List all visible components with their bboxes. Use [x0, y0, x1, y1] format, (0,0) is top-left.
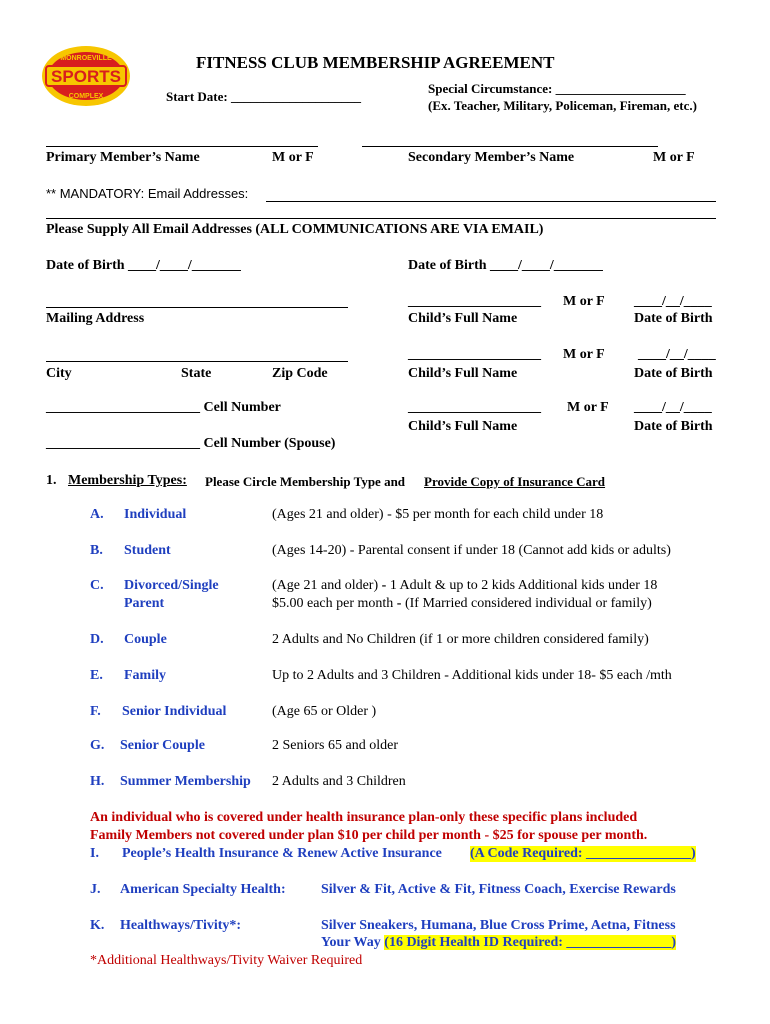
logo-main-text: SPORTS	[51, 67, 121, 86]
primary-gender-label: M or F	[272, 150, 314, 165]
child-3-name-field[interactable]: ___________________	[408, 400, 541, 415]
secondary-gender-label: M or F	[653, 150, 695, 165]
option-letter: I.	[90, 846, 99, 861]
type-description: (Ages 14-20) - Parental consent if under 18 (Cannot add kids or adults)	[272, 543, 671, 558]
mailing-address-label: Mailing Address	[46, 311, 145, 326]
child-1-dob-label: Date of Birth	[634, 311, 713, 326]
type-name-line2[interactable]: Parent	[124, 596, 165, 611]
zip-label: Zip Code	[272, 366, 328, 381]
email-line-2[interactable]	[46, 218, 716, 219]
type-name[interactable]: Senior Individual	[122, 704, 227, 719]
type-name[interactable]: Senior Couple	[120, 738, 205, 753]
state-label: State	[181, 366, 212, 381]
type-description: 2 Adults and No Children (if 1 or more children considered family)	[272, 632, 649, 647]
type-description: (Age 65 or Older )	[272, 704, 377, 719]
insurance-note-1: An individual who is covered under health insurance plan-only these specific plans included	[90, 810, 638, 825]
secondary-name-line[interactable]	[362, 146, 658, 147]
type-letter: F.	[90, 704, 101, 719]
city-label: City	[46, 366, 72, 381]
membership-instruction-insurance: Provide Copy of Insurance Card	[424, 474, 606, 489]
secondary-dob-field[interactable]: Date of Birth ____/____/_______	[408, 258, 603, 273]
type-letter: C.	[90, 578, 104, 593]
mailing-address-line[interactable]	[46, 307, 348, 308]
insurance-note-2: Family Members not covered under plan $10 per child per month - $25 for spouse per month.	[90, 828, 648, 843]
type-letter: E.	[90, 668, 103, 683]
option-name[interactable]: People’s Health Insurance & Renew Active Insurance	[122, 846, 442, 861]
a-code-field[interactable]: (A Code Required: _______________)	[470, 846, 696, 861]
special-circumstance-example: (Ex. Teacher, Military, Policeman, Fireman, etc.)	[428, 98, 697, 113]
child-2-dob-field[interactable]: ____/__/____	[638, 347, 716, 362]
logo-bottom-text: COMPLEX	[68, 93, 104, 100]
primary-name-label: Primary Member’s Name	[46, 150, 200, 165]
child-3-dob-field[interactable]: ____/__/____	[634, 400, 712, 415]
option-plans: Silver Sneakers, Humana, Blue Cross Prime, Aetna, Fitness	[321, 918, 676, 933]
type-letter: B.	[90, 543, 103, 558]
type-description: (Ages 21 and older) - $5 per month for each child under 18	[272, 507, 604, 522]
email-supply-note: Please Supply All Email Addresses (ALL COMMUNICATIONS ARE VIA EMAIL)	[46, 222, 544, 237]
child-3-gender[interactable]: M or F	[567, 400, 609, 415]
city-state-zip-line[interactable]	[46, 361, 348, 362]
child-2-name-field[interactable]: ___________________	[408, 347, 541, 362]
child-3-name-label: Child’s Full Name	[408, 419, 518, 434]
waiver-note: *Additional Healthways/Tivity Waiver Required	[90, 953, 363, 968]
email-mandatory-label: ** MANDATORY: Email Addresses:	[46, 186, 249, 201]
email-line-1[interactable]	[266, 201, 716, 202]
membership-types-heading: Membership Types:	[68, 473, 187, 488]
option-name[interactable]: Healthways/Tivity*:	[120, 918, 242, 933]
type-name[interactable]: Student	[124, 543, 171, 558]
primary-name-line[interactable]	[46, 146, 318, 147]
sports-complex-logo	[40, 44, 132, 108]
membership-section-number: 1.	[46, 473, 57, 488]
start-date-field[interactable]: Start Date: ____________________	[166, 89, 361, 104]
option-plans-line2: Your Way (16 Digit Health ID Required: _______________)	[321, 935, 677, 950]
type-description: Up to 2 Adults and 3 Children - Additional kids under 18- $5 each /mth	[272, 668, 672, 683]
child-2-gender[interactable]: M or F	[563, 347, 605, 362]
cell-number-field[interactable]: ______________________ Cell Number	[46, 400, 281, 415]
type-description-line2: $5.00 each per month - (If Married considered individual or family)	[272, 596, 652, 611]
child-1-name-label: Child’s Full Name	[408, 311, 518, 326]
membership-instruction: Please Circle Membership Type and	[205, 474, 406, 489]
child-3-dob-label: Date of Birth	[634, 419, 713, 434]
type-description: (Age 21 and older) - 1 Adult & up to 2 kids Additional kids under 18	[272, 578, 658, 593]
primary-dob-field[interactable]: Date of Birth ____/____/_______	[46, 258, 241, 273]
health-id-field[interactable]: (16 Digit Health ID Required: _______________)	[384, 935, 677, 950]
type-name[interactable]: Summer Membership	[120, 774, 251, 789]
type-letter: G.	[90, 738, 105, 753]
type-name[interactable]: Couple	[124, 632, 167, 647]
child-1-gender[interactable]: M or F	[563, 294, 605, 309]
type-description: 2 Adults and 3 Children	[272, 774, 406, 789]
option-letter: J.	[90, 882, 101, 897]
type-name[interactable]: Individual	[124, 507, 187, 522]
type-letter: A.	[90, 507, 104, 522]
form-title: FITNESS CLUB MEMBERSHIP AGREEMENT	[196, 53, 555, 72]
cell-number-spouse-field[interactable]: ______________________ Cell Number (Spouse)	[46, 436, 336, 451]
child-1-name-field[interactable]: ___________________	[408, 294, 541, 309]
type-name[interactable]: Divorced/Single	[124, 578, 219, 593]
logo-top-text: MONROEVILLE	[60, 55, 112, 62]
special-circumstance-field[interactable]: Special Circumstance: ____________________	[428, 81, 686, 96]
option-name[interactable]: American Specialty Health:	[120, 882, 286, 897]
option-letter: K.	[90, 918, 105, 933]
type-description: 2 Seniors 65 and older	[272, 738, 398, 753]
child-1-dob-field[interactable]: ____/__/____	[634, 294, 712, 309]
type-name[interactable]: Family	[124, 668, 166, 683]
option-plans: Silver & Fit, Active & Fit, Fitness Coach, Exercise Rewards	[321, 882, 676, 897]
type-letter: H.	[90, 774, 105, 789]
child-2-dob-label: Date of Birth	[634, 366, 713, 381]
child-2-name-label: Child’s Full Name	[408, 366, 518, 381]
type-letter: D.	[90, 632, 104, 647]
secondary-name-label: Secondary Member’s Name	[408, 150, 575, 165]
